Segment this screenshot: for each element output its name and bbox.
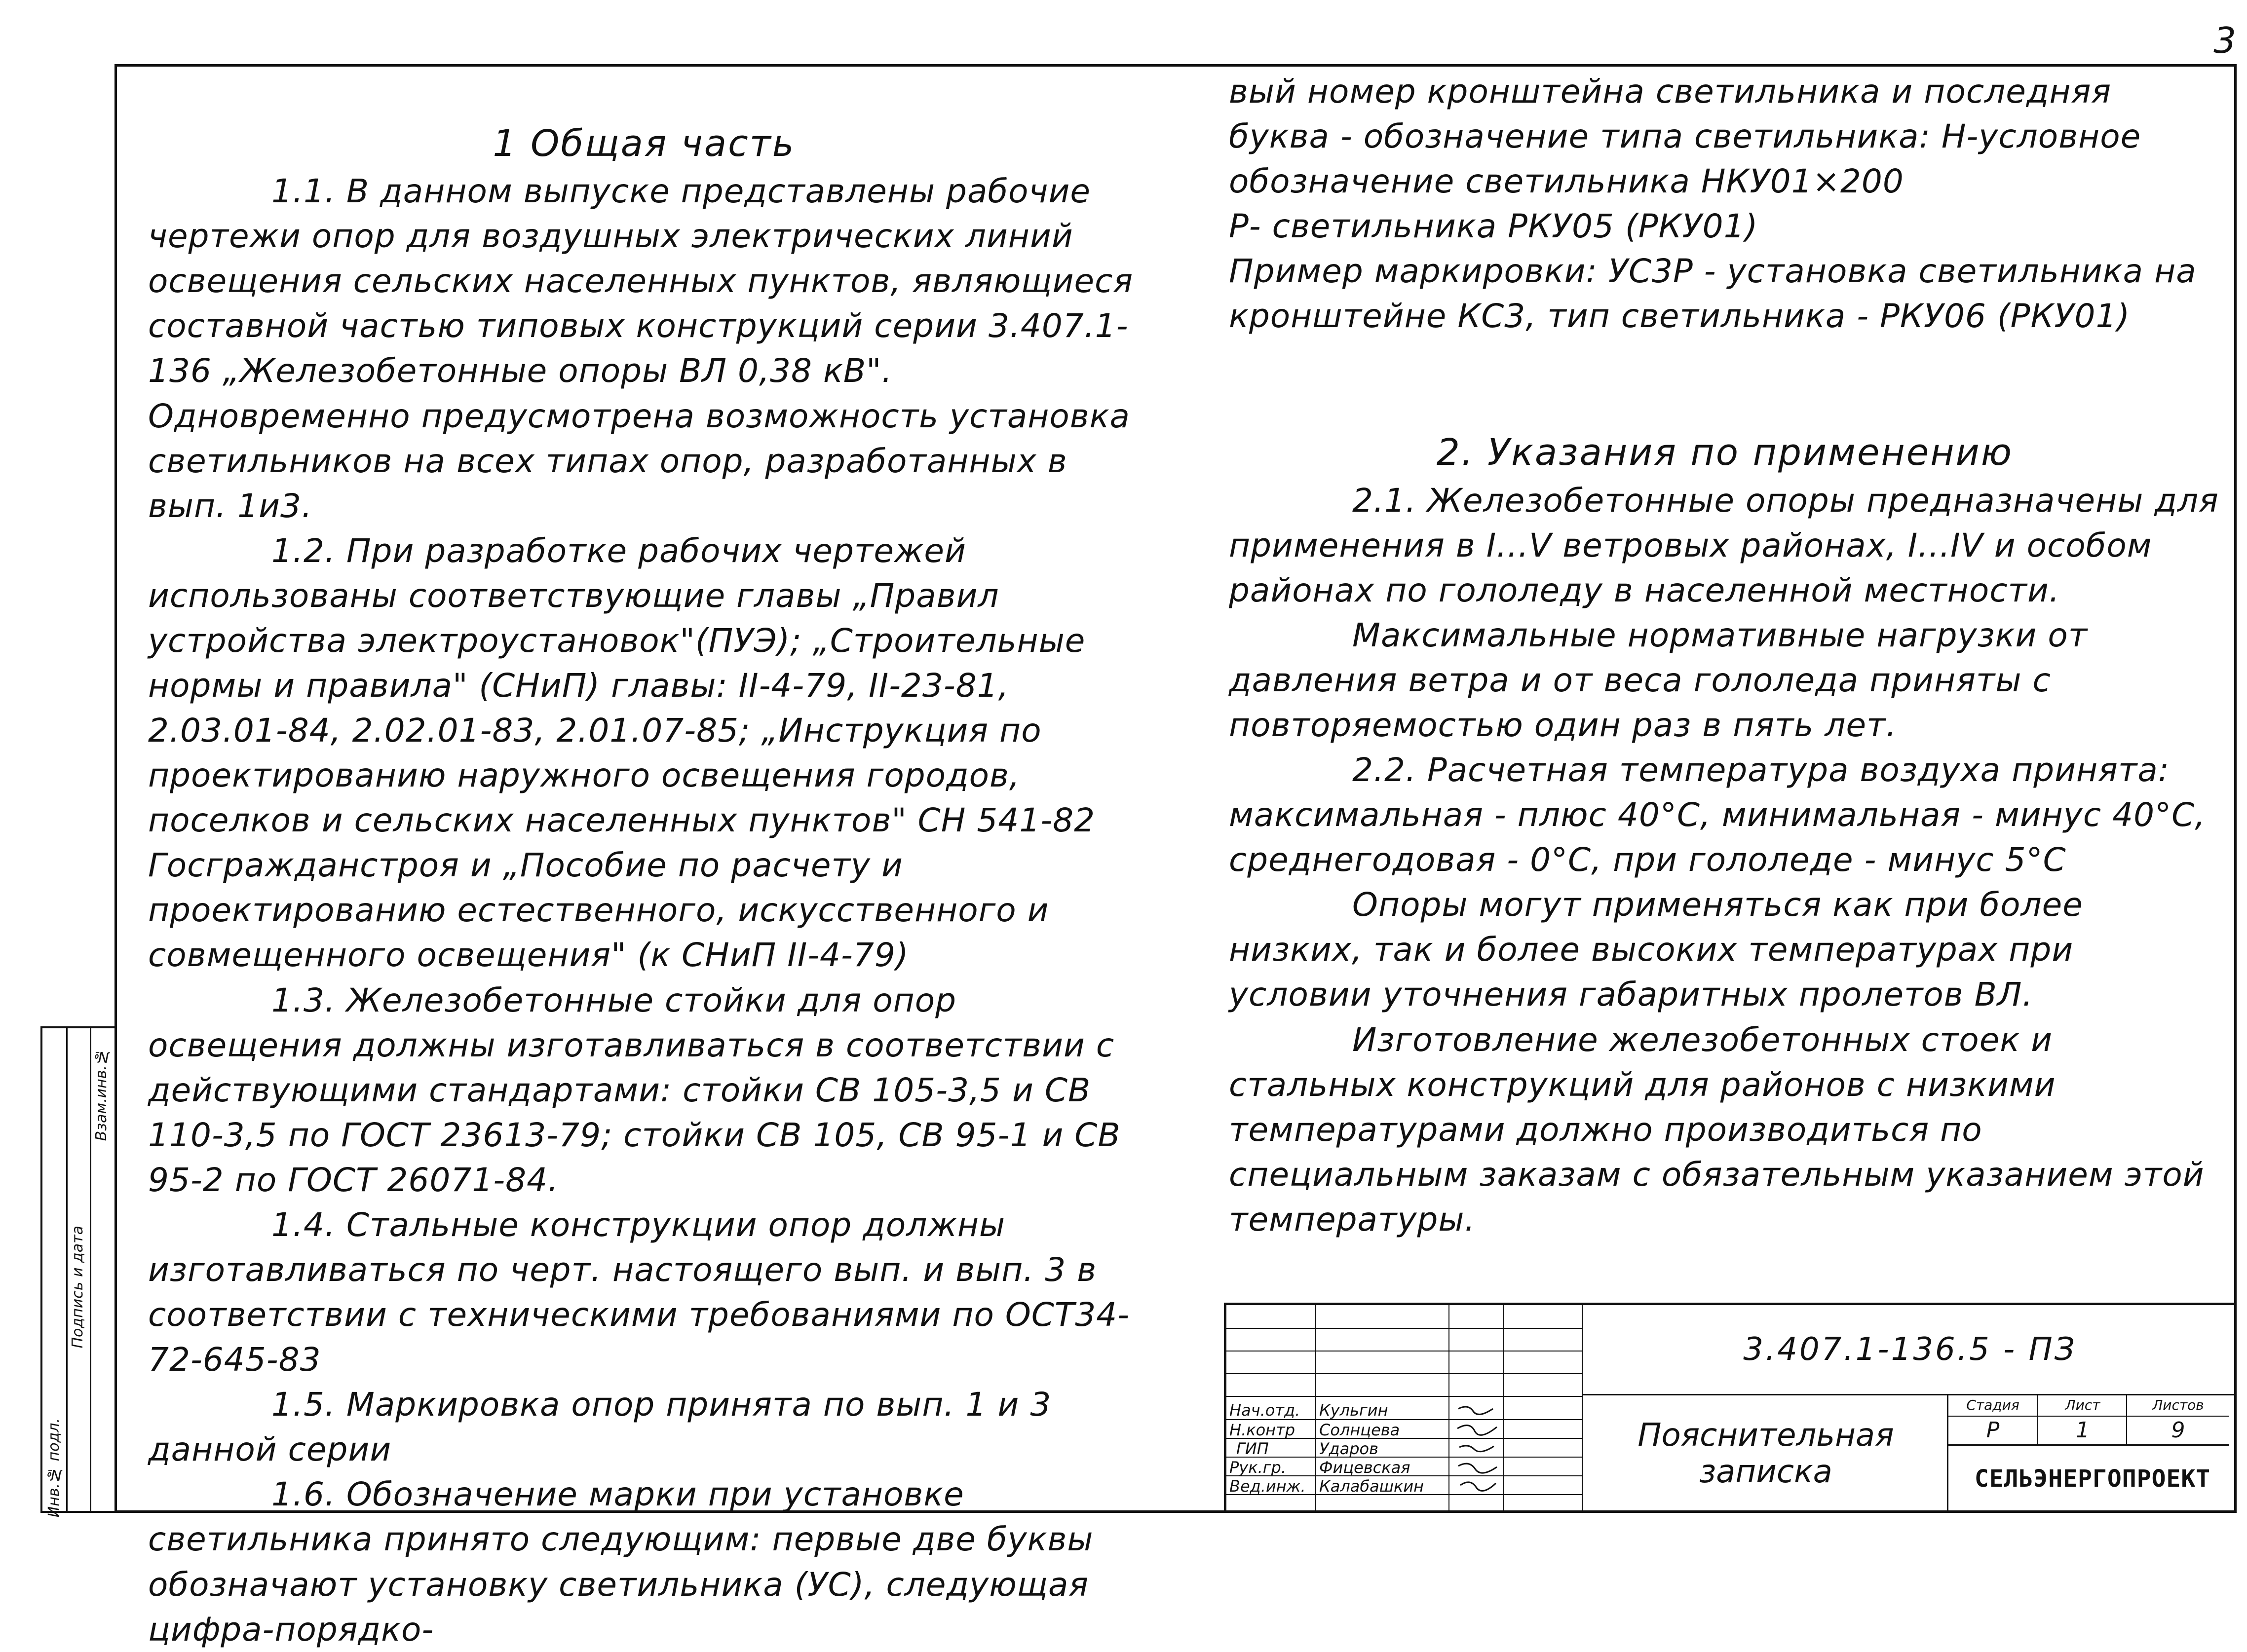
left-column xyxy=(148,118,1140,1652)
grid-row xyxy=(1226,1328,1582,1352)
stamp-label-replace: Взам.инв.№ xyxy=(93,1048,110,1141)
paragraph-2-1: 2.1. Железобетонные опоры предназначены для применения в I...V ветровых районах, I...IV и особом районах по гололеду в населенной местности. xyxy=(1229,481,2219,609)
paragraph-1-4: 1.4. Стальные конструкции опор должны изготавливаться по черт. настоящего вып. и вып. 3 в соответствии с техническими требованиями по ОСТ34-72-645-83 xyxy=(148,1205,1130,1379)
signer-name: Фицевская xyxy=(1319,1458,1410,1477)
right-column xyxy=(1229,69,2221,1242)
signatures-scribble xyxy=(1453,1399,1503,1512)
sheets-label: Листов xyxy=(2126,1394,2229,1417)
signer-role: ГИП xyxy=(1236,1439,1269,1458)
section-title-2: 2. Указания по применению xyxy=(1436,431,2014,474)
sheet-value: 1 xyxy=(2037,1416,2127,1446)
intro-line-3: Пример маркировки: УС3Р - установка светильника на кронштейне КС3, тип светильника - РКУ06 (РКУ01) xyxy=(1229,252,2197,336)
side-stamp xyxy=(40,1026,114,1518)
signer-name: Ударов xyxy=(1319,1439,1378,1458)
stage-value: Р xyxy=(1948,1416,2037,1446)
grid-col xyxy=(1448,1305,1449,1513)
paragraph-1-3: 1.3. Железобетонные стойки для опор освещения должны изготавливаться в соответствии с действующими стандартами: стойки СВ 105-3,5 и СВ 110-3,5 по ГОСТ 23613-79; стойки СВ 105, СВ 95-1 и СВ 95-2 по ГОСТ 26071-84. xyxy=(148,981,1121,1199)
document-name xyxy=(1582,1394,1948,1513)
grid-row xyxy=(1226,1351,1582,1374)
stamp-label-inv: Инв.№ подл. xyxy=(45,1418,63,1518)
signer-role: Нач.отд. xyxy=(1229,1401,1300,1420)
stamp-label-signature: Подпись и дата xyxy=(69,1226,86,1349)
sheet-label: Лист xyxy=(2037,1394,2127,1417)
signer-name: Калабашкин xyxy=(1319,1477,1424,1496)
paragraph-1-6: 1.6. Обозначение марки при установке светильника принято следующим: первые две буквы обозначают установку светильника (УС), следующая цифра-порядко- xyxy=(148,1475,1094,1649)
paragraph-2-2-manufacture: Изготовление железобетонных стоек и стальных конструкций для районов с низкими температурами должно производиться по специальным заказам с обязательным указанием этой температуры. xyxy=(1229,1020,2205,1239)
stage-label: Стадия xyxy=(1948,1394,2037,1417)
grid-row xyxy=(1226,1305,1582,1329)
paragraph-2-1-loads: Максимальные нормативные нагрузки от давления ветра и от веса гололеда приняты с повторяемостью один раз в пять лет. xyxy=(1229,616,2088,744)
grid-row xyxy=(1226,1438,1582,1458)
paragraph-1-1: 1.1. В данном выпуске представлены рабочие чертежи опор для воздушных электрических линий освещения сельских населенных пунктов, являющиеся составной частью типовых конструкций серии 3.407.1-136 „Железобетонные опоры ВЛ 0,38 кВ". Одновременно предусмотрена возможность установка светильников на всех типах опор, разработанных в вып. 1и3. xyxy=(148,172,1134,525)
document-name-line2: записка xyxy=(1699,1453,1832,1490)
organization-name: СЕЛЬЭНЕРГОПРОЕКТ xyxy=(1974,1464,2211,1493)
intro-line-1: вый номер кронштейна светильника и последняя буква - обозначение типа светильника: Н-условное обозначение светильника НКУ01×200 xyxy=(1229,73,2141,201)
paragraph-1-2: 1.2. При разработке рабочих чертежей использованы соответствующие главы „Правил устройства электроустановок"(ПУЭ); „Строительные нормы и правила" (СНиП) главы: II-4-79, II-23-81, 2.03.01-84, 2.02.01-83, 2.01.07-85; „Инструкция по проектированию наружного освещения городов, поселков и сельских населенных пунктов" СН 541-82 Госгражданстроя и „Пособие по расчету и проектированию естественного, искусственного и совмещенного освещения" (к СНиП II-4-79) xyxy=(148,531,1096,975)
stamp-divider xyxy=(90,1028,91,1511)
signer-name: Кульгин xyxy=(1319,1401,1388,1420)
stage-block xyxy=(1947,1394,2237,1513)
document-name-line1: Пояснительная xyxy=(1638,1417,1894,1454)
paragraph-2-2-temps: Опоры могут применяться как при более низких, так и более высоких температурах при условии уточнения габаритных пролетов ВЛ. xyxy=(1229,886,2083,1014)
stamp-divider xyxy=(66,1028,68,1511)
document-code: 3.407.1-136.5 - ПЗ xyxy=(1582,1305,2237,1395)
intro-line-2: Р- светильника РКУ05 (РКУ01) xyxy=(1229,207,1758,246)
signature-grid xyxy=(1226,1305,1582,1513)
title-block xyxy=(1224,1303,2237,1513)
signer-role: Н.контр xyxy=(1229,1421,1295,1439)
grid-col xyxy=(1503,1305,1504,1513)
signer-role: Вед.инж. xyxy=(1229,1477,1306,1496)
signer-role: Рук.гр. xyxy=(1229,1458,1287,1477)
paragraph-2-2: 2.2. Расчетная температура воздуха принята: максимальная - плюс 40°С, минимальная - минус 40°С, среднегодовая - 0°С, при гололеде - минус 5°С xyxy=(1229,751,2206,879)
grid-row xyxy=(1226,1373,1582,1397)
grid-col xyxy=(1315,1305,1316,1513)
paragraph-1-5: 1.5. Маркировка опор принята по вып. 1 и 3 данной серии xyxy=(148,1386,1052,1469)
section-title-1: 1 Общая часть xyxy=(493,122,796,165)
sheets-value: 9 xyxy=(2126,1416,2229,1446)
signer-name: Солнцева xyxy=(1319,1421,1400,1439)
page-number: 3 xyxy=(2213,20,2236,61)
